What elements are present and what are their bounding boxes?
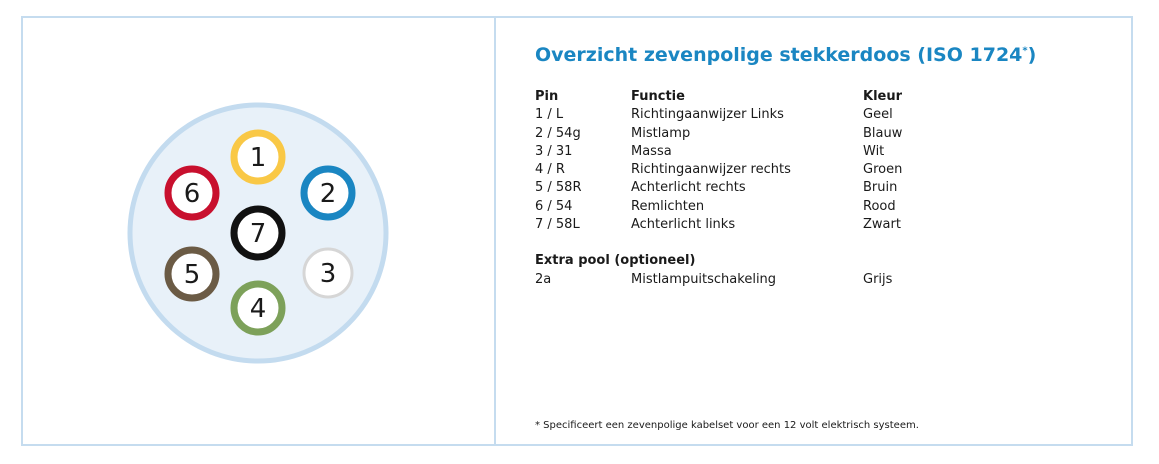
extra-pin-heading: Extra pool (optioneel) [535, 253, 696, 268]
pin-cell: 5 / 58R [535, 180, 582, 196]
color-column [863, 88, 902, 234]
extra-function-cell [631, 271, 776, 289]
pin-2-label: 2 [319, 179, 337, 209]
pin-cell: 2a [535, 272, 552, 287]
pin-7-label: 7 [249, 219, 267, 249]
pin-6 [168, 169, 216, 217]
pin-2 [304, 169, 352, 217]
color-cell: Grijs [863, 272, 893, 287]
color-header: Kleur [863, 89, 903, 104]
connector-diagram [23, 18, 494, 444]
function-cell: Richtingaanwijzer rechts [631, 162, 791, 178]
footnote: * Specificeert een zevenpolige kabelset voor een 12 volt elektrisch systeem. [535, 420, 919, 431]
title-text: Overzicht zevenpolige stekkerdoos (ISO 1724 [535, 44, 1023, 66]
pin-4 [234, 284, 282, 332]
function-header: Functie [631, 89, 685, 104]
pin-7 [234, 209, 282, 257]
pinout-panel [496, 18, 1131, 444]
function-column [631, 88, 791, 234]
function-cell: Mistlampuitschakeling [631, 272, 777, 287]
pin-1-label: 1 [249, 143, 267, 173]
pin-cell: 7 / 58L [535, 217, 580, 233]
extra-pin-cell [535, 271, 551, 289]
pin-cell: 1 / L [535, 107, 564, 123]
function-cell: Richtingaanwijzer Links [631, 107, 784, 123]
color-cell: Blauw [863, 125, 903, 141]
extra-color-cell [863, 271, 892, 289]
pin-cell: 3 / 31 [535, 143, 573, 159]
color-cell: Geel [863, 107, 893, 123]
function-cell: Remlichten [631, 198, 705, 214]
function-cell: Massa [631, 143, 672, 159]
color-cell: Zwart [863, 217, 901, 233]
pin-3-label: 3 [319, 259, 337, 289]
color-cell: Groen [863, 162, 903, 178]
function-cell: Achterlicht rechts [631, 180, 746, 196]
pin-5 [168, 250, 216, 298]
pin-header: Pin [535, 89, 559, 104]
color-cell: Bruin [863, 180, 898, 196]
function-cell: Mistlamp [631, 125, 691, 141]
pin-column [535, 88, 582, 234]
title-close: ) [1027, 44, 1037, 66]
function-cell: Achterlicht links [631, 217, 736, 233]
pin-4-label: 4 [249, 294, 267, 324]
color-cell: Rood [863, 198, 896, 214]
pin-6-label: 6 [183, 179, 201, 209]
pin-cell: 6 / 54 [535, 198, 573, 214]
connector-diagram-panel [23, 18, 494, 444]
pin-3 [304, 249, 352, 297]
pin-cell: 4 / R [535, 162, 565, 178]
title-footnote-mark: * [1022, 45, 1028, 57]
pin-cell: 2 / 54g [535, 125, 581, 141]
page-title [535, 44, 1036, 66]
pin-1 [234, 133, 282, 181]
pin-5-label: 5 [183, 260, 201, 290]
color-cell: Wit [863, 143, 885, 159]
